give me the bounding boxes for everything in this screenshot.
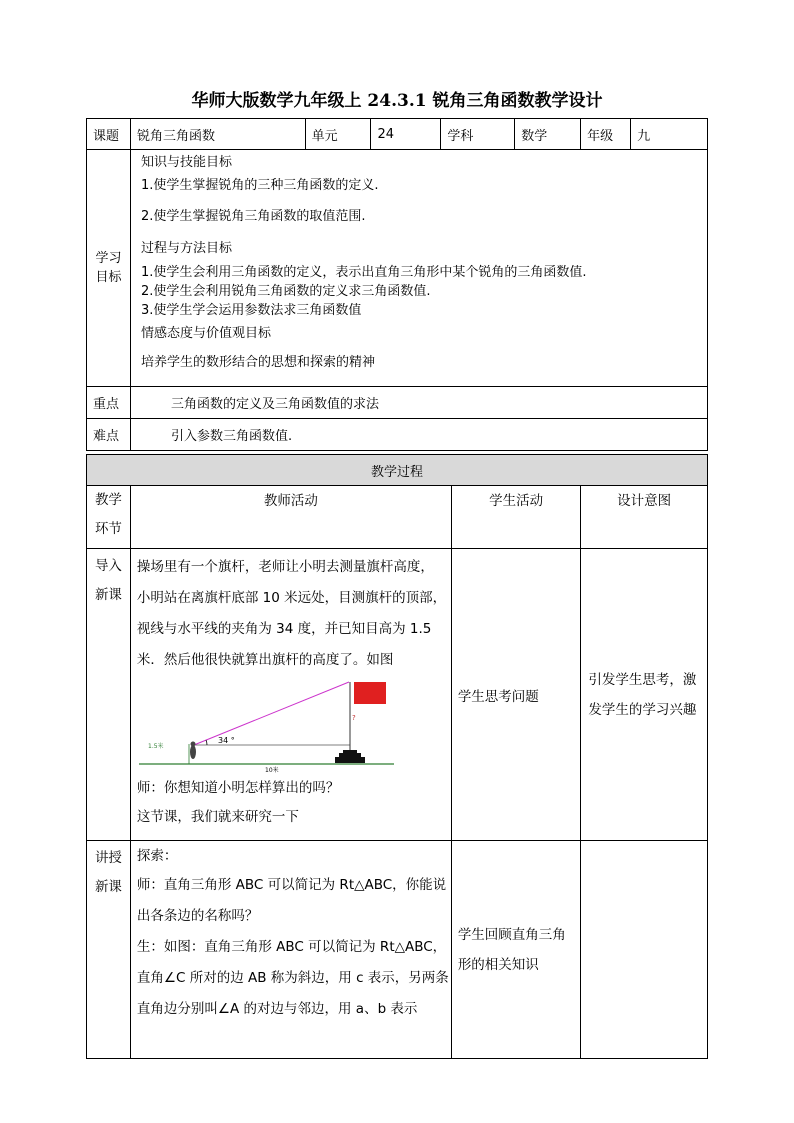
grade-value: 九: [631, 119, 708, 150]
intro-phase-line2: 新课: [94, 587, 122, 603]
process-item-2: 2.使学生会利用锐角三角函数的定义求三角函数值.: [140, 284, 431, 299]
person-icon: [190, 745, 196, 759]
process-item-1: 1.使学生会利用三角函数的定义，表示出直角三角形中某个锐角的三角函数值.: [140, 265, 587, 280]
pole-base-mid: [339, 753, 361, 757]
intro-text-4: 米．然后他很快就算出旗杆的高度了。如图: [136, 652, 394, 668]
key-point-row: [87, 387, 708, 419]
course-info-table: [86, 118, 708, 451]
intro-phase-line1: 导入: [94, 558, 122, 574]
document-title: 华师大版数学九年级上 24.3.1 锐角三角函数教学设计: [191, 91, 603, 111]
lecture-intent: [581, 841, 708, 1059]
intro-question-2: 这节课，我们就来研究一下: [136, 809, 299, 825]
lecture-phase-line2: 新课: [94, 879, 122, 895]
process-heading: 过程与方法目标: [140, 241, 232, 256]
lecture-text-1: 探索：: [136, 848, 178, 864]
unknown-height-label: ?: [351, 714, 356, 722]
intro-text-1: 操场里有一个旗杆，老师让小明去测量旗杆高度，: [136, 559, 434, 575]
flag-icon: [354, 682, 386, 704]
lecture-text-3: 出各条边的名称吗？: [136, 908, 259, 924]
lecture-text-2: 师：直角三角形 ABC 可以简记为 Rt△ABC，你能说: [136, 877, 447, 893]
lecture-row: [87, 841, 708, 1059]
angle-label: 34 °: [217, 736, 235, 745]
angle-arc: [206, 740, 207, 745]
goals-content: [130, 150, 707, 387]
phase-header-line1: 教学: [94, 492, 122, 508]
lecture-student-line2: 形的相关知识: [457, 956, 539, 973]
distance-label: 10米: [264, 767, 279, 774]
process-header-row: [87, 486, 708, 549]
pole-base-top: [343, 750, 357, 753]
process-title: 教学过程: [87, 455, 708, 486]
intro-phase: [87, 549, 131, 841]
difficulty-text: 引入参数三角函数值.: [130, 419, 707, 451]
lecture-teacher: [130, 841, 451, 1059]
height-label: 1.5米: [147, 743, 164, 750]
phase-header: [87, 486, 131, 549]
teaching-process-table: [86, 454, 708, 1059]
flagpole-figure: [139, 676, 439, 774]
knowledge-item-1: 1.使学生掌握锐角的三种三角函数的定义.: [140, 178, 379, 193]
process-item-3: 3.使学生学会运用参数法求三角函数值: [140, 303, 362, 318]
subject-value: 数学: [515, 119, 581, 150]
header-row: [87, 119, 708, 150]
phase-header-line2: 环节: [94, 521, 122, 537]
knowledge-heading: 知识与技能目标: [140, 155, 232, 170]
intro-teacher: [130, 549, 451, 841]
lecture-text-5: 直角∠C 所对的边 AB 称为斜边，用 c 表示，另两条: [136, 970, 449, 986]
process-title-row: [87, 455, 708, 486]
intro-row: [87, 549, 708, 841]
grade-label: 年级: [581, 119, 631, 150]
key-point-text: 三角函数的定义及三角函数值的求法: [130, 387, 707, 419]
topic-value: 锐角三角函数: [130, 119, 305, 150]
goals-label-line1: 学习: [95, 251, 122, 266]
lecture-text-6: 直角边分别叫∠A 的对边与邻边，用 a、b 表示: [136, 1001, 418, 1017]
teacher-header: 教师活动: [130, 486, 451, 549]
lecture-student: [451, 841, 581, 1059]
lecture-phase: [87, 841, 131, 1059]
intro-intent-line2: 发学生的学习兴趣: [588, 701, 697, 718]
intent-header: 设计意图: [581, 486, 708, 549]
intro-question-1: 师：你想知道小明怎样算出的吗？: [136, 780, 340, 796]
unit-value: 24: [371, 119, 441, 150]
intro-intent-line1: 引发学生思考，激: [588, 671, 697, 688]
goals-row: [87, 150, 708, 387]
attitude-heading: 情感态度与价值观目标: [140, 326, 271, 341]
difficulty-row: [87, 419, 708, 451]
pole-base-bottom: [335, 757, 365, 763]
intro-student: 学生思考问题: [451, 549, 581, 841]
intro-intent: [581, 549, 708, 841]
lecture-text-4: 生：如图：直角三角形 ABC 可以简记为 Rt△ABC，: [136, 939, 447, 955]
difficulty-label: 难点: [87, 419, 131, 451]
goals-label: [87, 150, 131, 387]
intro-text-3: 视线与水平线的夹角为 34 度，并已知目高为 1.5: [136, 621, 432, 637]
subject-label: 学科: [441, 119, 515, 150]
intro-text-2: 小明站在离旗杆底部 10 米远处，目测旗杆的顶部，: [136, 590, 447, 606]
lecture-student-line1: 学生回顾直角三角: [457, 926, 566, 943]
knowledge-item-2: 2.使学生掌握锐角三角函数的取值范围.: [140, 209, 366, 224]
lecture-phase-line1: 讲授: [94, 850, 122, 866]
topic-label: 课题: [87, 119, 131, 150]
student-header: 学生活动: [451, 486, 581, 549]
person-head-icon: [190, 742, 195, 747]
unit-label: 单元: [305, 119, 371, 150]
attitude-item: 培养学生的数形结合的思想和探索的精神: [140, 355, 375, 370]
goals-label-line2: 目标: [95, 270, 122, 285]
key-point-label: 重点: [87, 387, 131, 419]
